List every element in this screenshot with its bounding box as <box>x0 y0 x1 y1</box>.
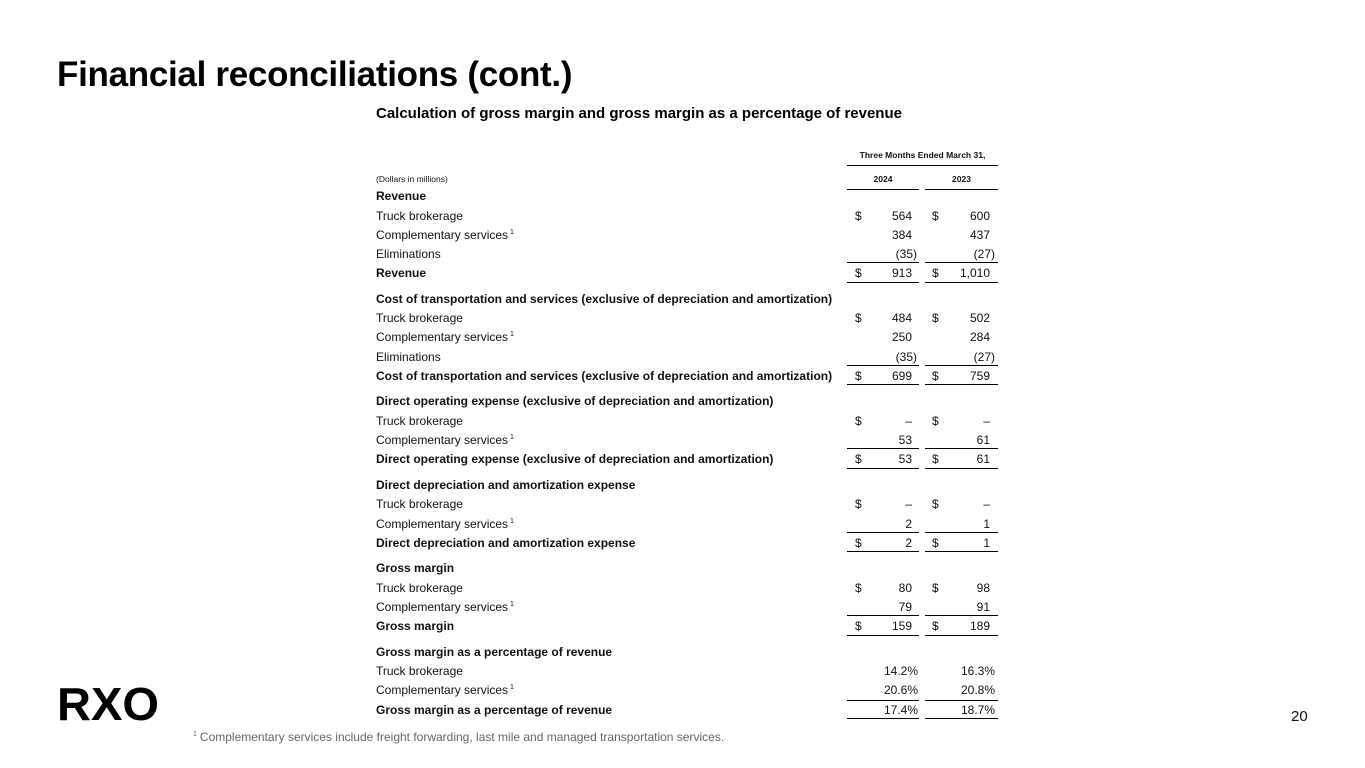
table-row <box>0 514 1365 533</box>
currency-symbol: $ <box>932 369 939 384</box>
total-row <box>0 700 1365 719</box>
units-label: (Dollars in millions) <box>376 174 448 184</box>
row-label <box>376 311 463 325</box>
currency-symbol: $ <box>855 311 862 326</box>
row-label <box>376 247 441 261</box>
value-2024: 564 <box>891 208 912 223</box>
total-label: Direct depreciation and amortization expense <box>376 535 636 550</box>
row-label-text: Truck brokerage <box>376 580 463 595</box>
total-row <box>0 533 1365 552</box>
section-heading-label: Gross margin <box>376 561 455 576</box>
total-bottom-rule <box>847 718 919 719</box>
value-2023: 600 <box>969 208 990 223</box>
row-label-text: Complementary services <box>376 227 509 242</box>
value-2023: (27) <box>973 349 995 364</box>
table-row <box>0 244 1365 263</box>
currency-symbol: $ <box>855 535 862 550</box>
currency-symbol: $ <box>855 266 862 281</box>
currency-symbol: $ <box>855 619 862 634</box>
currency-symbol: $ <box>855 369 862 384</box>
value-2023: 61 <box>976 433 990 448</box>
page-number: 20 <box>1291 708 1308 725</box>
total-value-2023: 759 <box>969 369 990 384</box>
section-heading-label: Direct operating expense (exclusive of depreciation and amortization) <box>376 394 774 409</box>
table-row <box>0 206 1365 225</box>
value-2024: 79 <box>898 599 912 614</box>
section-heading <box>0 391 1365 411</box>
total-value-2023: 61 <box>976 452 990 467</box>
value-2023: 284 <box>969 330 990 345</box>
row-label-text: Eliminations <box>376 247 441 262</box>
total-label: Revenue <box>376 266 427 281</box>
total-bottom-rule <box>925 718 998 719</box>
row-label-text: Complementary services <box>376 516 509 531</box>
section-heading <box>0 186 1365 206</box>
currency-symbol: $ <box>855 497 862 512</box>
total-label: Cost of transportation and services (exclusive of depreciation and amortization) <box>376 369 833 384</box>
row-label <box>376 600 514 614</box>
value-2023: 502 <box>969 311 990 326</box>
total-row <box>0 366 1365 385</box>
value-2024: 250 <box>891 330 912 345</box>
value-2023: – <box>983 413 990 428</box>
value-2023: 20.8% <box>960 683 995 698</box>
value-2024: 384 <box>891 227 912 242</box>
total-value-2024: 699 <box>891 369 912 384</box>
value-2024: – <box>905 413 912 428</box>
row-label <box>376 517 514 531</box>
footnote <box>193 730 724 744</box>
year-2024-header: 2024 <box>847 174 919 190</box>
total-value-2024: 53 <box>898 452 912 467</box>
row-label-text: Truck brokerage <box>376 497 463 512</box>
value-2023: 98 <box>976 580 990 595</box>
row-label <box>376 497 463 511</box>
rxo-logo <box>57 684 161 724</box>
currency-symbol: $ <box>855 580 862 595</box>
row-label-text: Truck brokerage <box>376 208 463 223</box>
currency-symbol: $ <box>855 413 862 428</box>
row-label <box>376 414 463 428</box>
total-row <box>0 616 1365 635</box>
table-row <box>0 680 1365 699</box>
row-label-text: Complementary services <box>376 683 509 698</box>
value-2024: 2 <box>905 516 912 531</box>
value-2024: 14.2% <box>883 664 918 679</box>
currency-symbol: $ <box>932 208 939 223</box>
total-value-2023: 1,010 <box>959 266 990 281</box>
currency-symbol: $ <box>932 580 939 595</box>
footnote-text: Complementary services include freight forwarding, last mile and managed transportation services. <box>199 730 725 744</box>
value-2024: 80 <box>898 580 912 595</box>
row-label-text: Eliminations <box>376 349 441 364</box>
section-heading <box>0 642 1365 662</box>
currency-symbol: $ <box>932 311 939 326</box>
total-value-2024: 913 <box>891 266 912 281</box>
row-label <box>376 350 441 364</box>
row-label <box>376 683 514 697</box>
row-label <box>376 581 463 595</box>
total-row <box>0 449 1365 468</box>
footnote-ref: 1 <box>510 434 514 442</box>
value-2023: – <box>983 497 990 512</box>
table-row <box>0 494 1365 513</box>
currency-symbol: $ <box>932 497 939 512</box>
footnote-marker: 1 <box>193 731 197 738</box>
total-value-2023: 1 <box>983 535 990 550</box>
section-heading-label: Direct depreciation and amortization expense <box>376 477 636 492</box>
table-row <box>0 411 1365 430</box>
footnote-ref: 1 <box>510 600 514 608</box>
total-value-2024: 2 <box>905 535 912 550</box>
table-subtitle: Calculation of gross margin and gross margin as a percentage of revenue <box>376 105 902 122</box>
row-label-text: Complementary services <box>376 433 509 448</box>
total-top-rule <box>925 700 998 701</box>
table-row <box>0 347 1365 366</box>
total-value-2023: 18.7% <box>960 702 995 717</box>
table-row <box>0 430 1365 449</box>
table-row <box>0 308 1365 327</box>
value-2023: 1 <box>983 516 990 531</box>
footnote-ref: 1 <box>510 228 514 236</box>
section-heading <box>0 289 1365 309</box>
table-row <box>0 578 1365 597</box>
value-2024: 20.6% <box>883 683 918 698</box>
table-row <box>0 225 1365 244</box>
total-value-2024: 17.4% <box>883 702 918 717</box>
total-row <box>0 263 1365 282</box>
footnote-ref: 1 <box>510 331 514 339</box>
value-2023: 91 <box>976 599 990 614</box>
value-2024: 53 <box>898 433 912 448</box>
page-title: Financial reconciliations (cont.) <box>57 55 573 94</box>
total-label: Direct operating expense (exclusive of depreciation and amortization) <box>376 452 774 467</box>
value-2023: (27) <box>973 247 995 262</box>
row-label <box>376 330 514 344</box>
section-heading <box>0 558 1365 578</box>
currency-symbol: $ <box>932 619 939 634</box>
table-row <box>0 597 1365 616</box>
reconciliation-table <box>0 186 1365 719</box>
section-heading <box>0 475 1365 495</box>
value-2024: (35) <box>895 247 917 262</box>
value-2023: 437 <box>969 227 990 242</box>
logo-text: RXO <box>57 684 159 724</box>
table-row <box>0 661 1365 680</box>
row-label-text: Complementary services <box>376 330 509 345</box>
year-2023-header: 2023 <box>925 174 998 190</box>
row-label-text: Truck brokerage <box>376 413 463 428</box>
value-2023: 16.3% <box>960 664 995 679</box>
currency-symbol: $ <box>855 452 862 467</box>
total-value-2023: 189 <box>969 619 990 634</box>
total-label: Gross margin <box>376 619 455 634</box>
value-2024: (35) <box>895 349 917 364</box>
section-heading-label: Revenue <box>376 189 427 203</box>
currency-symbol: $ <box>932 413 939 428</box>
row-label <box>376 433 514 447</box>
currency-symbol: $ <box>932 266 939 281</box>
row-label <box>376 209 463 223</box>
section-heading-label: Cost of transportation and services (exclusive of depreciation and amortization) <box>376 291 833 306</box>
value-2024: 484 <box>891 311 912 326</box>
row-label-text: Truck brokerage <box>376 664 463 679</box>
total-top-rule <box>847 700 919 701</box>
currency-symbol: $ <box>932 452 939 467</box>
row-label-text: Truck brokerage <box>376 311 463 326</box>
footnote-ref: 1 <box>510 684 514 692</box>
section-heading-label: Gross margin as a percentage of revenue <box>376 644 613 659</box>
value-2024: – <box>905 497 912 512</box>
currency-symbol: $ <box>855 208 862 223</box>
row-label <box>376 664 463 678</box>
period-header: Three Months Ended March 31, <box>847 150 998 166</box>
table-row <box>0 327 1365 346</box>
currency-symbol: $ <box>932 535 939 550</box>
row-label-text: Complementary services <box>376 599 509 614</box>
footnote-ref: 1 <box>510 517 514 525</box>
total-value-2024: 159 <box>891 619 912 634</box>
total-label: Gross margin as a percentage of revenue <box>376 702 613 717</box>
row-label <box>376 228 514 242</box>
